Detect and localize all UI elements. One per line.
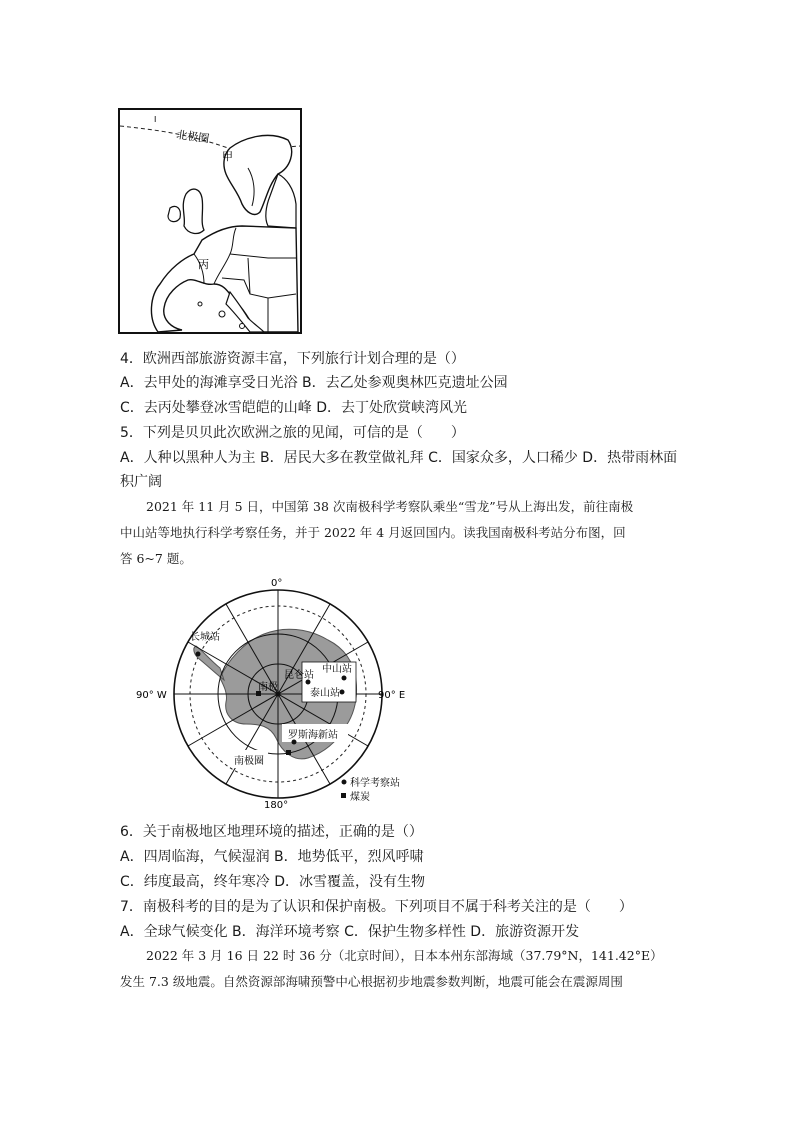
q6-options-1: A．四周临海，气候湿润 B．地势低平，烈风呼啸 (120, 849, 424, 865)
britain-outline (183, 189, 204, 233)
antarctic-map-svg (132, 574, 432, 810)
passage2-line1: 2022 年 3 月 16 日 22 时 36 分（北京时间），日本本州东部海域（37.79°N，141.42°E） (146, 948, 663, 963)
coal-marker-2 (286, 750, 291, 755)
taishan-station-dot (340, 690, 345, 695)
q6-options-2: C．纬度最高，终年寒冷 D．冰雪覆盖，没有生物 (120, 874, 426, 890)
label-luosihai: 罗斯海新站 (288, 730, 338, 741)
arctic-circle-label: 北极圈 (175, 128, 211, 146)
zhongshan-station-dot (342, 676, 347, 681)
passage1-line2: 中山站等地执行科学考察任务，并于 2022 年 4 月返回国内。读我国南极科考站分布图，回 (120, 525, 626, 540)
q5-options-1: A．人种以黑种人为主 B．居民大多在教堂做礼拜 C．国家众多，人口稀少 D．热带雨林面 (120, 450, 678, 466)
q4-options-2: C．去丙处攀登冰雪皑皑的山峰 D．去丁处欣赏峡湾风光 (120, 400, 468, 416)
label-180deg: 180° (264, 800, 289, 810)
marker-i: I (154, 115, 157, 124)
changcheng-station-dot (196, 652, 201, 657)
label-90e: 90° E (378, 690, 406, 701)
q4-options-1: A．去甲处的海滩享受日光浴 B．去乙处参观奥林匹克遗址公园 (120, 375, 508, 391)
europe-map (118, 108, 302, 334)
legend-station-dot (342, 780, 347, 785)
label-changcheng: 长城站 (190, 632, 220, 643)
q5-stem: 5．下列是贝贝此次欧洲之旅的见闻，可信的是（ ） (120, 425, 465, 441)
q6-stem: 6．关于南极地区地理环境的描述，正确的是（） (120, 824, 423, 840)
label-bing: 丙 (198, 258, 209, 271)
legend-station-label: 科学考察站 (350, 778, 400, 789)
q7-stem: 7．南极科考的目的是为了认识和保护南极。下列项目不属于科考关注的是（ ） (120, 899, 633, 915)
passage1-line1: 2021 年 11 月 5 日，中国第 38 次南极科学考察队乘坐“雪龙”号从上海出发，前往南极 (146, 499, 634, 514)
europe-map-svg (118, 108, 302, 334)
label-nanji: 南极 (258, 682, 278, 693)
passage1-line3: 答 6~7 题。 (120, 551, 192, 566)
label-antarctic-circle: 南极圈 (234, 756, 264, 767)
label-taishan: 泰山站 (310, 688, 340, 699)
label-jia: 甲 (222, 150, 233, 163)
label-kunlun: 昆仑站 (284, 670, 314, 681)
q7-options-1: A．全球气候变化 B．海洋环境考察 C．保护生物多样性 D．旅游资源开发 (120, 924, 580, 940)
legend-coal-square (341, 793, 346, 798)
q5-options-2: 积广阔 (120, 474, 162, 490)
legend-coal-label: 煤炭 (350, 792, 370, 803)
passage2-line2: 发生 7.3 级地震。自然资源部海啸预警中心根据初步地震参数判断，地震可能会在震源周围 (120, 974, 623, 989)
label-90w: 90° W (136, 690, 167, 701)
label-zhongshan: 中山站 (322, 664, 352, 675)
label-0deg: 0° (271, 578, 283, 589)
antarctic-map (132, 574, 432, 810)
q4-stem: 4．欧洲西部旅游资源丰富，下列旅行计划合理的是（） (120, 351, 465, 367)
